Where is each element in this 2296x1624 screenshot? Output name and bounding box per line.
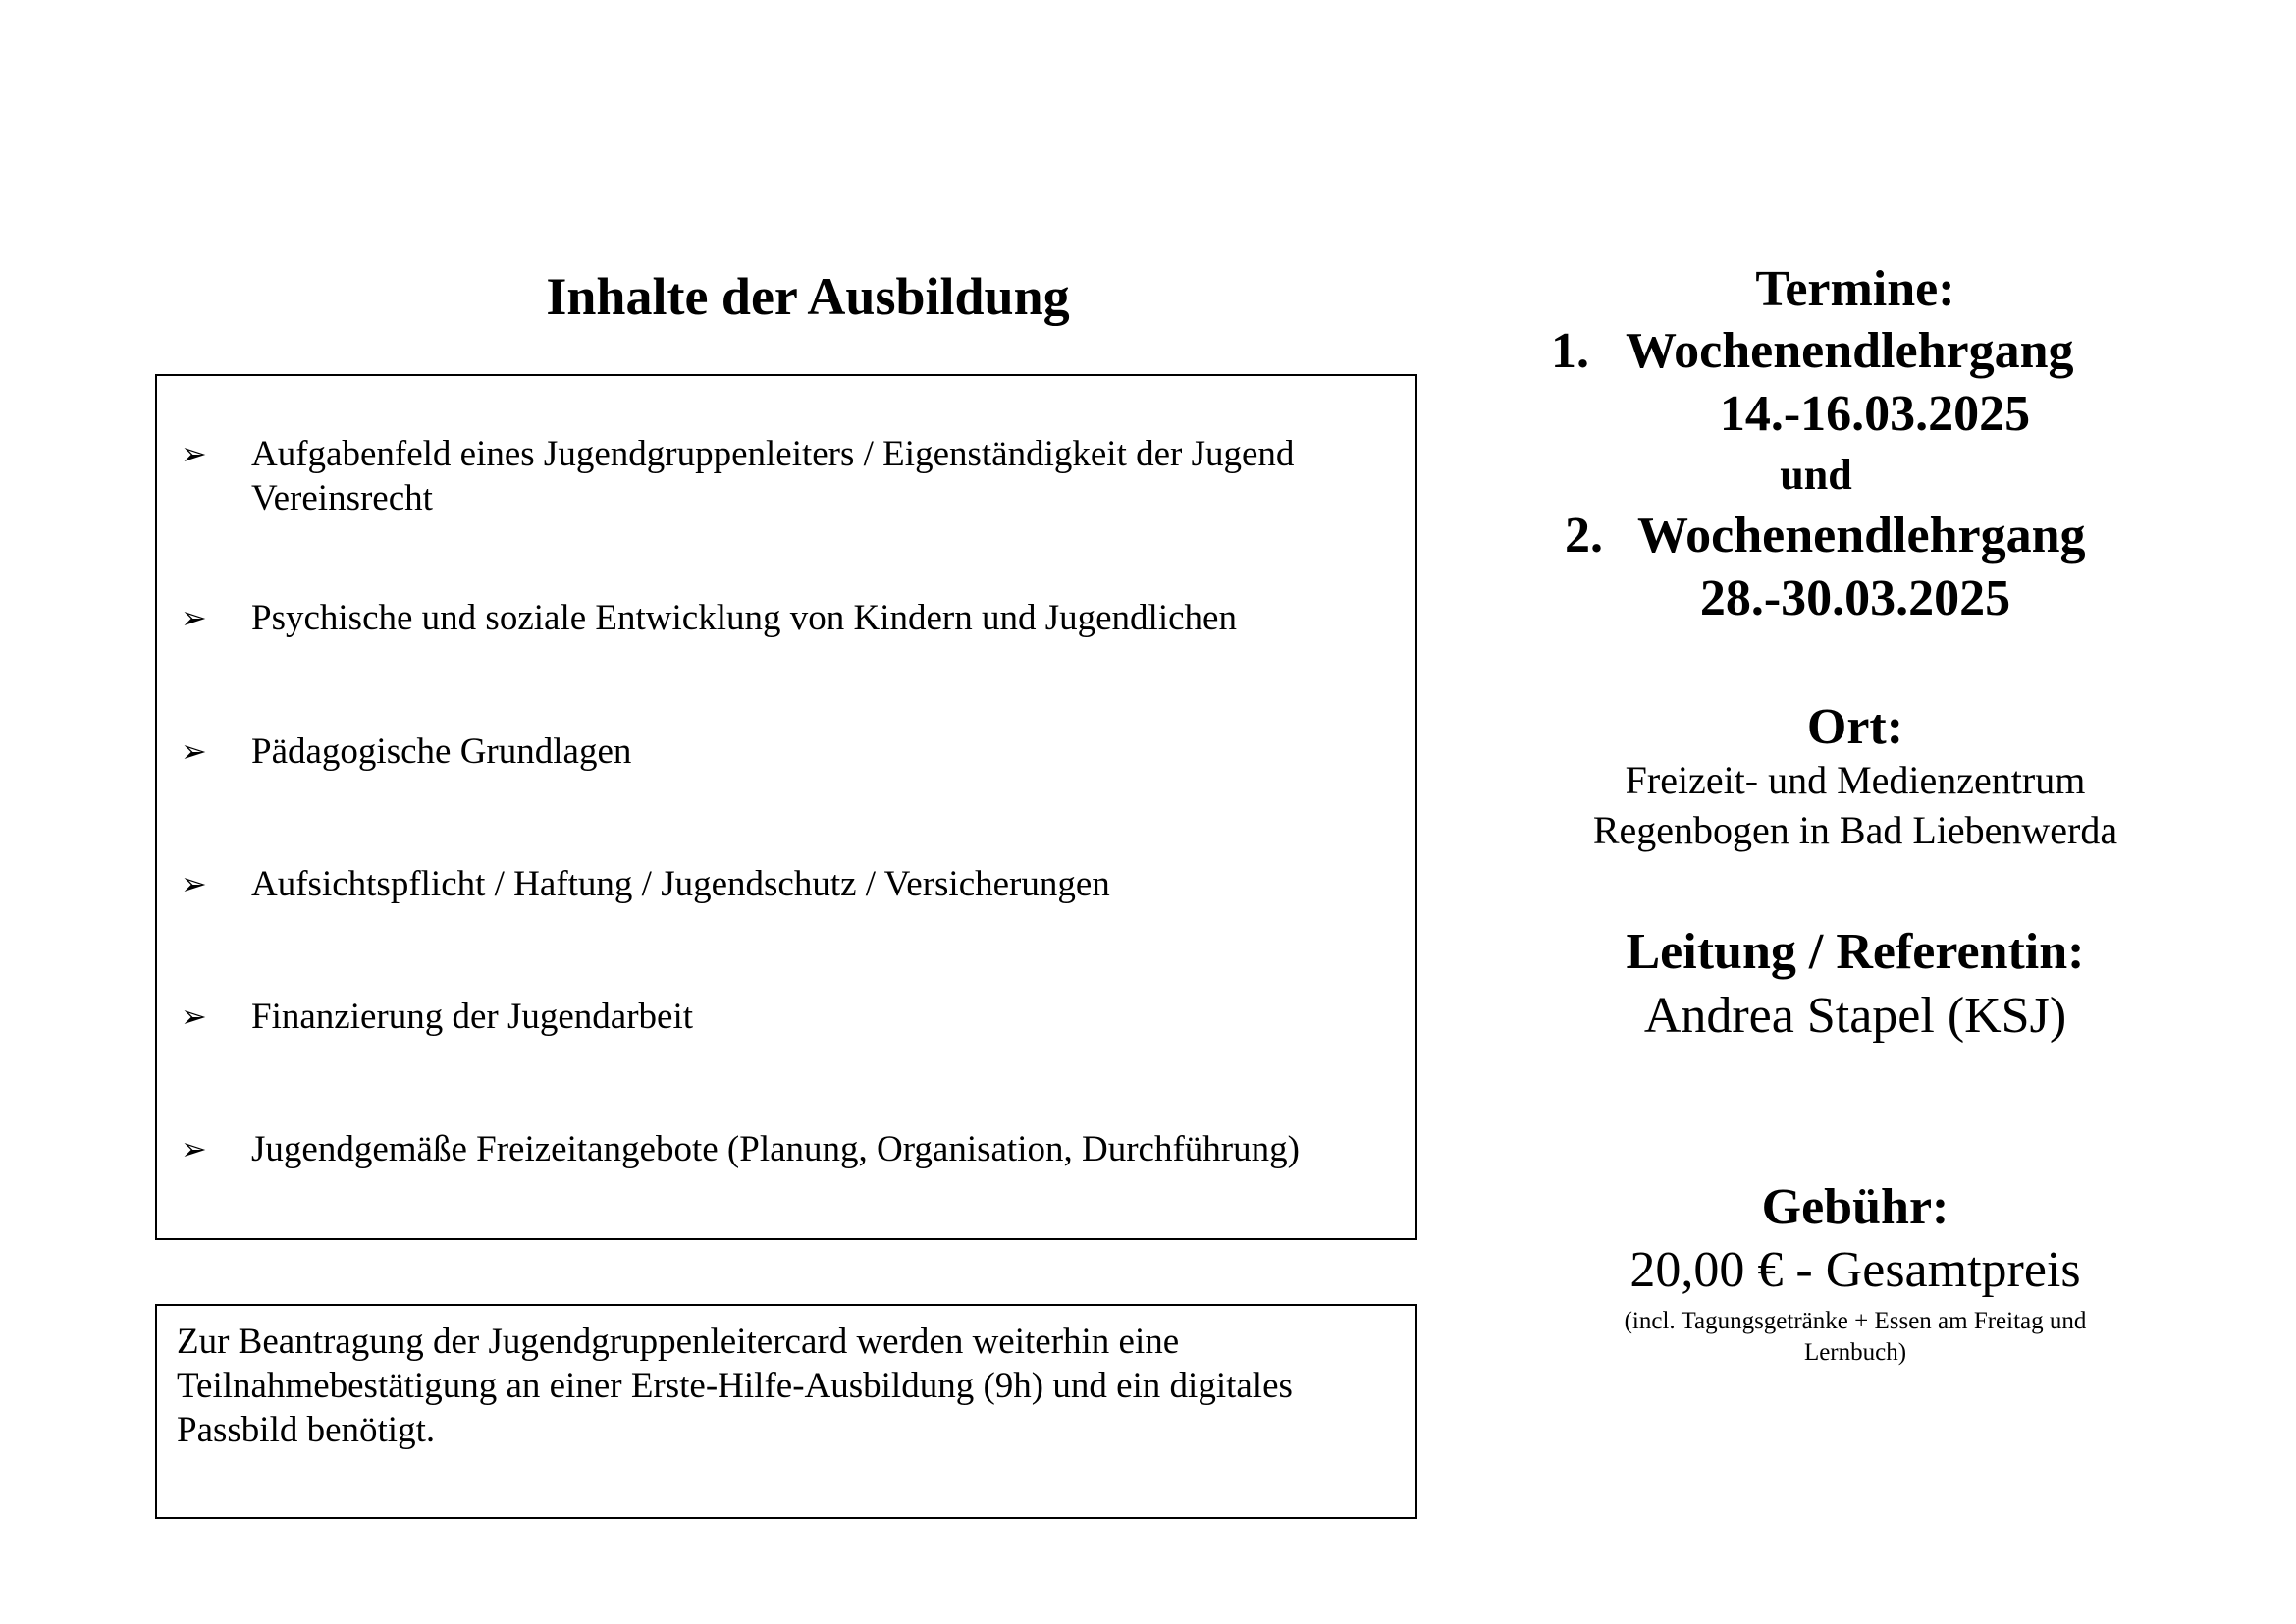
- gebuehr-heading: Gebühr:: [1761, 1179, 1949, 1235]
- arrow-bullet-icon: ➢: [181, 865, 207, 902]
- list-item-text: Pädagogische Grundlagen: [251, 731, 632, 772]
- ort-line: Freizeit- und Medienzentrum: [1625, 758, 2086, 802]
- note-line: Zur Beantragung der Jugendgruppenleitercard werden weiterhin eine: [177, 1322, 1180, 1362]
- course-2-dates: 28.-30.03.2025: [1699, 570, 2011, 626]
- course-1-label: Wochenendlehrgang: [1626, 323, 2074, 379]
- arrow-bullet-icon: ➢: [181, 1130, 207, 1167]
- leitung-name: Andrea Stapel (KSJ): [1643, 988, 2067, 1044]
- course-1-line: [1492, 322, 2160, 381]
- list-item-text: Vereinsrecht: [251, 478, 433, 518]
- list-item-text: Aufgabenfeld eines Jugendgruppenleiters / Eigenständigkeit der Jugend: [251, 434, 1295, 474]
- leitung-heading: Leitung / Referentin:: [1626, 924, 2085, 980]
- note-box: [155, 1304, 1417, 1519]
- note-line: Teilnahmebestätigung an einer Erste-Hilfe-Ausbildung (9h) und ein digitales: [177, 1366, 1293, 1406]
- gebuehr-note: Lernbuch): [1803, 1339, 1907, 1366]
- connector-text: und: [1780, 451, 1852, 499]
- list-item-text: Aufsichtspflicht / Haftung / Jugendschutz / Versicherungen: [251, 864, 1110, 904]
- termine-heading: Termine:: [1755, 261, 1955, 317]
- note-line: Passbild benötigt.: [177, 1410, 436, 1450]
- gebuehr-price: 20,00 € - Gesamtpreis: [1629, 1242, 2081, 1298]
- list-item-text: Jugendgemäße Freizeitangebote (Planung, Organisation, Durchführung): [251, 1129, 1300, 1169]
- course-content-box: [155, 374, 1417, 1240]
- ort-heading: Ort:: [1806, 699, 1904, 755]
- list-item-text: Psychische und soziale Entwicklung von Kindern und Jugendlichen: [251, 598, 1237, 638]
- course-2-label: Wochenendlehrgang: [1637, 508, 2086, 564]
- course-2-number: 2.: [1565, 508, 1603, 564]
- list-item-text: Finanzierung der Jugendarbeit: [251, 997, 694, 1037]
- arrow-bullet-icon: ➢: [181, 435, 207, 472]
- course-2-line: [1492, 507, 2199, 566]
- page-title: Inhalte der Ausbildung: [546, 267, 1070, 326]
- course-1-dates: 14.-16.03.2025: [1719, 386, 2031, 442]
- arrow-bullet-icon: ➢: [181, 599, 207, 636]
- arrow-bullet-icon: ➢: [181, 732, 207, 770]
- course-1-number: 1.: [1551, 323, 1589, 379]
- ort-line: Regenbogen in Bad Liebenwerda: [1592, 808, 2118, 852]
- gebuehr-note: (incl. Tagungsgetränke + Essen am Freitag und: [1624, 1308, 2087, 1334]
- arrow-bullet-icon: ➢: [181, 998, 207, 1035]
